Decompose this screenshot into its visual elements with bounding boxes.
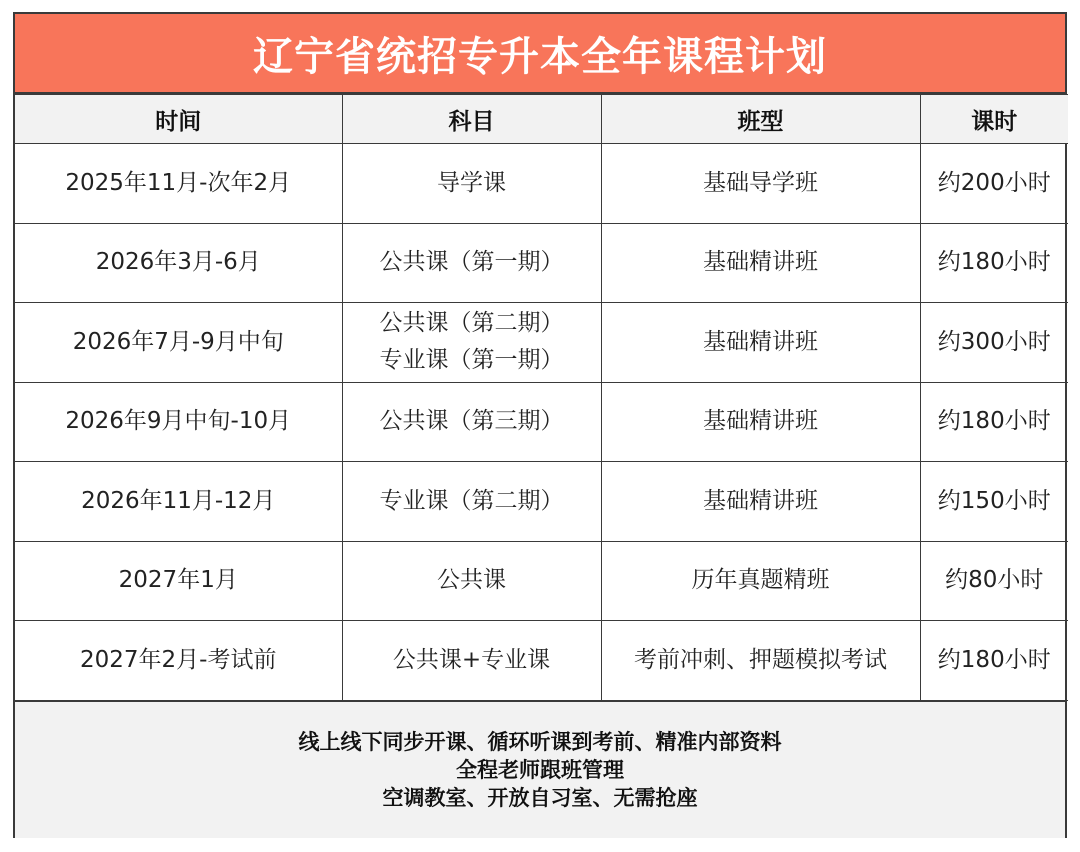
cell-hours: 约180小时 [920, 382, 1068, 462]
table-row [15, 223, 1068, 303]
footer-notes [15, 701, 1065, 838]
cell-hours: 约200小时 [920, 144, 1068, 224]
table-row [15, 462, 1068, 542]
cell-subject [342, 541, 601, 621]
cell-class-type: 基础精讲班 [601, 462, 920, 542]
column-header-class-type: 班型 [601, 95, 920, 144]
cell-time: 2026年11月-12月 [15, 462, 342, 542]
table-row [15, 621, 1068, 701]
footer-line: 线上线下同步开课、循环听课到考前、精准内部资料 [298, 729, 782, 754]
subject-line: 专业课（第二期） [379, 487, 564, 514]
subject-line: 公共课（第二期） [379, 310, 564, 337]
cell-time: 2026年7月-9月中旬 [15, 303, 342, 383]
subject-line: 公共课（第三期） [379, 408, 564, 435]
cell-hours: 约150小时 [920, 462, 1068, 542]
cell-subject [342, 621, 601, 701]
table-header-row [15, 95, 1068, 144]
cell-time: 2027年1月 [15, 541, 342, 621]
cell-class-type: 基础精讲班 [601, 303, 920, 383]
cell-subject [342, 223, 601, 303]
cell-subject [342, 382, 601, 462]
subject-line: 公共课 [437, 567, 506, 594]
cell-subject [342, 144, 601, 224]
column-header-hours: 课时 [920, 95, 1068, 144]
cell-subject [342, 303, 601, 383]
cell-time: 2027年2月-考试前 [15, 621, 342, 701]
cell-class-type: 历年真题精班 [601, 541, 920, 621]
page-title: 辽宁省统招专升本全年课程计划 [15, 14, 1065, 94]
column-header-time: 时间 [15, 95, 342, 144]
cell-hours: 约80小时 [920, 541, 1068, 621]
column-header-subject: 科目 [342, 95, 601, 144]
cell-hours: 约300小时 [920, 303, 1068, 383]
cell-subject [342, 462, 601, 542]
subject-line: 公共课（第一期） [379, 249, 564, 276]
cell-class-type: 基础导学班 [601, 144, 920, 224]
cell-hours: 约180小时 [920, 621, 1068, 701]
table-row [15, 303, 1068, 383]
cell-time: 2025年11月-次年2月 [15, 144, 342, 224]
cell-hours: 约180小时 [920, 223, 1068, 303]
table-row [15, 382, 1068, 462]
subject-line: 专业课（第一期） [379, 347, 564, 374]
footer-line: 空调教室、开放自习室、无需抢座 [382, 785, 698, 810]
cell-time: 2026年9月中旬-10月 [15, 382, 342, 462]
cell-class-type: 基础精讲班 [601, 223, 920, 303]
cell-time: 2026年3月-6月 [15, 223, 342, 303]
cell-class-type: 基础精讲班 [601, 382, 920, 462]
footer-line: 全程老师跟班管理 [456, 757, 624, 782]
subject-line: 导学课 [437, 169, 506, 196]
course-plan-sheet [13, 12, 1067, 838]
cell-class-type: 考前冲刺、押题模拟考试 [601, 621, 920, 701]
table-row [15, 541, 1068, 621]
subject-line: 公共课+专业课 [392, 646, 551, 673]
course-plan-table [15, 94, 1068, 701]
table-row [15, 144, 1068, 224]
